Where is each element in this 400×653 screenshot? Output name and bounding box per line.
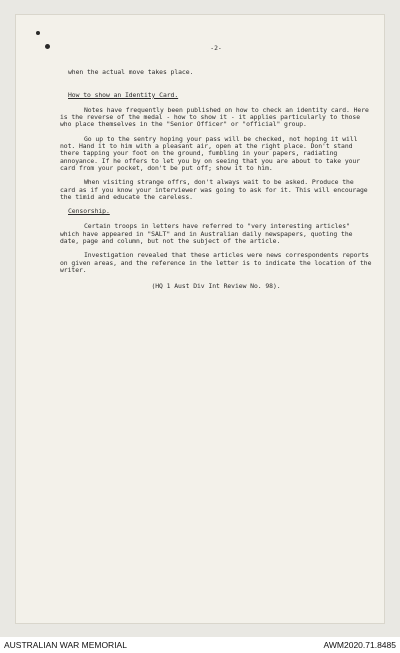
- paragraph-censorship-2: Investigation revealed that these articles were news correspondents reports on given areas, and the reference in the letter is to indicate the location of the writer.: [60, 251, 372, 274]
- paragraph-identity-3: When visiting strange offrs, don't always wait to be asked. Produce the card as if you know your interviewer was going to ask for it. This will encourage the timid and educate the careless.: [60, 178, 368, 201]
- institution-name: AUSTRALIAN WAR MEMORIAL: [4, 640, 127, 650]
- paragraph-censorship-1: Certain troops in letters have referred to "very interesting articles" which have appeared in "SALT" and in Australian daily newspapers, quoting the date, page and column, but not the subject of the article.: [60, 222, 353, 246]
- source-reference: (HQ 1 Aust Div Int Review No. 98).: [151, 282, 281, 291]
- punch-hole-top: [36, 31, 40, 35]
- page-number: -2-: [210, 44, 222, 52]
- punch-hole-middle: [45, 44, 50, 49]
- catalogue-number: AWM2020.71.8485: [323, 640, 396, 650]
- archive-footer: [0, 637, 400, 653]
- paragraph-identity-1: Notes have frequently been published on how to check an identity card. Here is the reverse of the medal - how to show it - it applies particularly to those who place themselves in the "Senior Officer" or "official" group.: [60, 105, 369, 129]
- section-heading-censorship: Censorship.: [68, 207, 110, 216]
- paragraph-identity-2: Go up to the sentry hoping your pass will be checked, not hoping it will not. Hand it to him with a pleasant air, open at the right place. Don't stand there tapping your foot on the ground, fumbling in your papers, radiating annoyance. If he offers to let you by on seeing that you are about to take your card from your pocket, don't be put off; show it to him.: [60, 134, 361, 172]
- section-heading-identity-card: How to show an Identity Card.: [68, 90, 179, 99]
- lead-line: when the actual move takes place.: [68, 68, 194, 77]
- typed-document: [60, 45, 372, 291]
